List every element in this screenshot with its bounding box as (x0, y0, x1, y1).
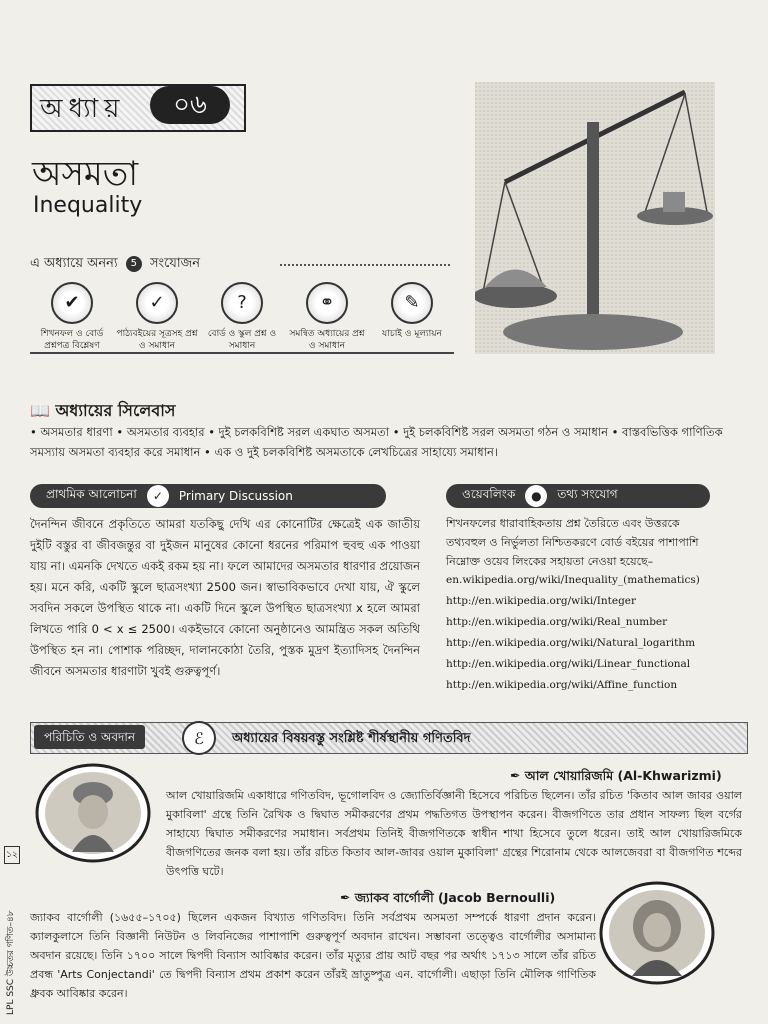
connection-item (285, 282, 369, 352)
primary-label-bn: প্রাথমিক আলোচনা (46, 487, 137, 501)
weblink-item[interactable]: http://en.wikipedia.org/wiki/Integer (446, 595, 637, 607)
evaluation-icon: ✎ (391, 282, 433, 324)
connections-heading-before: এ অধ্যায়ে অনন্য (30, 256, 118, 271)
connection-item (370, 282, 454, 340)
connection-item (115, 282, 199, 352)
al-khwarizmi-name-text: আল খোয়ারিজমি (Al-Khwarizmi) (524, 768, 722, 783)
check-icon: ✔ (51, 282, 93, 324)
weblink-label-right: তথ্য সংযোগ (557, 487, 618, 501)
chapter-title-english: Inequality (33, 193, 143, 218)
connection-label: বোর্ড ও স্কুল প্রশ্ন ও সমাধান (207, 329, 277, 351)
book-check-icon: ✓ (136, 282, 178, 324)
connections-heading (30, 254, 450, 276)
connection-item (30, 282, 114, 352)
primary-label-en: Primary Discussion (178, 489, 293, 503)
chapter-number: ০৬ (150, 86, 230, 124)
connection-label: সমন্বিত অধ্যায়ের প্রশ্ন ও সমাধান (289, 329, 365, 351)
al-khwarizmi-bio: আল খোয়ারিজমি একাধারে গণিতবিদ, ভূগোলবিদ ও জ্যোতির্বিজ্ঞানী হিসেবে পরিচিত ছিলেন। তাঁর রচিত 'কিতাব আল জাবর ওয়াল মুকাবিলা' গ্রন্থে তিনি রৈখিক ও দ্বিঘাত সমীকরণের প্রথম পদ্ধতিগত উপস্থাপন করেন। বীজগণিতে তার প্রধান সাফল্য ছিল বর্গের সাহায্যে দ্বিঘাত সমীকরণের সমাধান। সর্বপ্রথম তিনিই বীজগণিতকে স্বাধীন শাখা হিসেবে তুলে ধরেন। তাই আল খোয়ারিজমিকে বীজগণিতের জনক বলা হয়। তাঁর রচিত কিতাব আল-জাবর ওয়াল মুকাবিলা' গ্রন্থের শিরোনাম থেকে আলজেবরা বা বীজগণিত শব্দের উৎপত্তি ঘটে। (166, 789, 742, 878)
bernoulli-portrait (598, 880, 716, 986)
question-icon: ? (221, 282, 263, 324)
syllabus-heading-text: অধ্যায়ের সিলেবাস (55, 401, 176, 420)
bernoulli-name-text: জ্যাকব বার্গোলী (Jacob Bernoulli) (354, 890, 556, 905)
weblink-intro: শিখনফলের ধারাবাহিকতায় প্রশ্ন তৈরিতে এবং উত্তরকে তথ্যবহুল ও নির্ভুলতা নিশ্চিতকরণে বোর্ড বইয়ের পাশাপাশি নিম্নোক্ত ওয়েব লিংকের সহায়তা নেওয়া হয়েছে– (446, 517, 699, 568)
book-open-icon: 📖 (30, 401, 50, 420)
weblink-label (446, 484, 710, 508)
weblink-list (446, 570, 726, 696)
chapter-title-bengali: অসমতা (32, 154, 139, 194)
person-icon: ● (525, 485, 547, 507)
scholar-icon: ℰ (182, 721, 216, 755)
linked-chapters-icon: ⚭ (306, 282, 348, 324)
chapter-word: অধ্যায় (40, 94, 126, 124)
weblink-item[interactable]: http://en.wikipedia.org/wiki/Real_number (446, 616, 668, 628)
weblink-item[interactable]: http://en.wikipedia.org/wiki/Linear_functional (446, 658, 691, 670)
connections-heading-after: সংযোজন (149, 256, 201, 271)
dotted-rule (280, 264, 450, 266)
syllabus-heading (30, 398, 175, 425)
pen-icon: ✒ (340, 890, 351, 905)
pen-icon: ✒ (510, 768, 521, 783)
connection-label: পাঠ্যবইয়ের সূত্রসহ প্রশ্ন ও সমাধান (116, 329, 198, 351)
connection-label: শিখনফল ও বোর্ড প্রশ্নপত্র বিশ্লেষণ (40, 329, 104, 351)
connection-label: যাচাই ও মূল্যায়ন (382, 329, 442, 339)
connection-item (200, 282, 284, 352)
weblink-item[interactable]: en.wikipedia.org/wiki/Inequality_(mathematics) (446, 574, 700, 586)
banner-text: অধ্যায়ের বিষয়বস্তু সংশ্লিষ্ট শীর্ষস্থানীয় গণিতবিদ (232, 731, 471, 746)
page-number: ১২ (4, 846, 20, 864)
banner-label: পরিচিতি ও অবদান (34, 725, 145, 749)
connections-badge: 5 (126, 256, 142, 272)
syllabus-text: • অসমতার ধারণা • অসমতার ব্যবহার • দুই চলকবিশিষ্ট সরল একঘাত অসমতা • দুই চলকবিশিষ্ট সরল অসমতা গঠন ও সমাধান • বাস্তবভিত্তিক গাণিতিক সমস্যায় অসমতা ব্যবহার করে সমাধান • এক ও দুই চলকবিশিষ্ট অসমতাকে লেখচিত্রের সাহায্যে সমাধান। (30, 425, 723, 459)
primary-discussion-text: দৈনন্দিন জীবনে প্রকৃতিতে আমরা যতকিছু দেখি এর কোনোটির ক্ষেত্রেই এক জাতীয় দুইটি বস্তুর বা জীবজন্তুর বা দুইজন মানুষের কোনো ধরনের পরিমাপ হুবহু এক পাওয়া যায় না। এমনকি দেখতে একই রকম হয় না। ফলে আমাদের অসমতার ধারণার প্রয়োজন হয়। মনে করি, একটি স্কুলে ছাত্রসংখ্যা 2500 জন। স্বাভাবিকভাবে দেখা যায়, ঐ স্কুলে সবদিন সকলে উপস্থিত থাকে না। একটি দিনে স্কুলে উপস্থিত ছাত্রসংখ্যা x হলে আমরা লিখতে পারি 0 < x ≤ 2500। একইভাবে কোনো অনুষ্ঠানেও আমন্ত্রিত সকল অতিথি উপস্থিত হন না। পোশাক পরিচ্ছদ, দালানকোঠা তৈরি, পুস্তক মুদ্রণ ইত্যাদিসহ দৈনন্দিন জীবনে অসমতার ধারণাটা খুবই গুরুত্বপূর্ণ। (30, 517, 420, 678)
al-khwarizmi-portrait (34, 762, 152, 864)
check-circle-icon: ✓ (147, 485, 169, 507)
balance-scale-illustration (475, 82, 715, 354)
side-label: LPL SSC উচ্চতর গণিত–৪৮ (6, 910, 16, 1015)
connections-icons (30, 282, 454, 354)
bernoulli-name (340, 890, 555, 910)
weblink-item[interactable]: http://en.wikipedia.org/wiki/Affine_function (446, 679, 678, 691)
al-khwarizmi-name (510, 768, 722, 788)
weblink-label-left: ওয়েবলিংক (462, 487, 516, 501)
primary-discussion-label (30, 484, 386, 508)
weblink-item[interactable]: http://en.wikipedia.org/wiki/Natural_logarithm (446, 637, 696, 649)
connections-baseline (30, 352, 454, 354)
bernoulli-bio: জ্যাকব বার্গোলী (১৬৫৫–১৭০৫) ছিলেন একজন বিখ্যাত গণিতবিদ। তিনি সর্বপ্রথম অসমতা সম্পর্কে ধারণা প্রদান করেন। ক্যালকুলাসে তিনি বিজ্ঞানী নিউটন ও লিবনিজের পাশাপাশি গুরুত্বপূর্ণ অবদান রাখেন। সম্ভাবনা তত্ত্বেও বার্গোলীর অসামান্য অবদান রয়েছে। তিনি ১৭০০ সালে দ্বিপদী বিন্যাস আবিষ্কার করেন। তাঁর মৃত্যুর প্রায় আট বছর পর অর্থাৎ ১৭১৩ সালে তাঁর রচিত প্রবন্ধ 'Arts Conjectandi' তে দ্বিপদী বিন্যাস প্রথম প্রকাশ করেন তাঁরই ভ্রাতুষ্পুত্র এন. বার্গোলী। এছাড়া তিনি মৌলিক গাণিতিক ধ্রুবক আবিষ্কার করেন। (30, 911, 596, 1000)
